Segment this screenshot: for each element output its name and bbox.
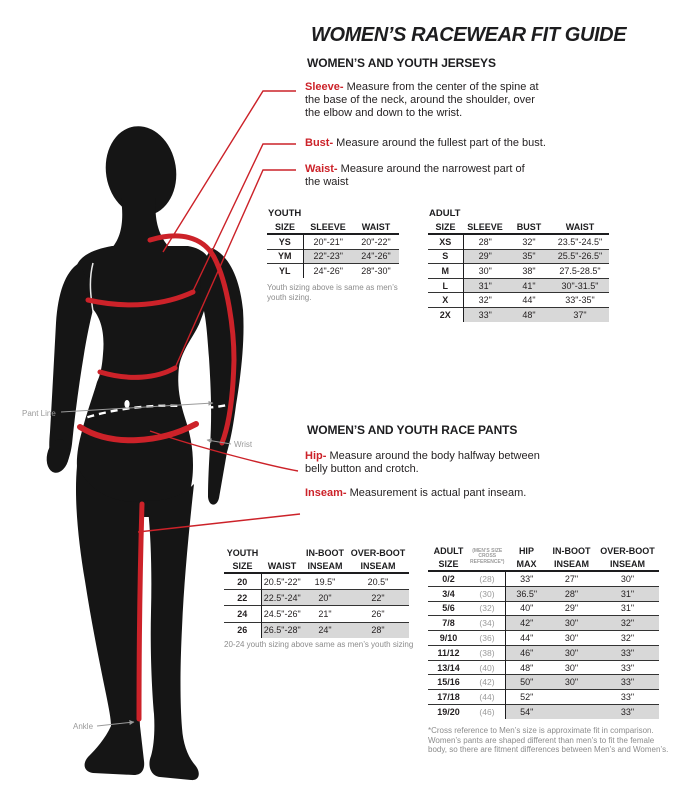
table-header-cell: SIZE bbox=[232, 560, 253, 571]
table-cell: 42" bbox=[505, 616, 547, 631]
table-cell: 24 bbox=[224, 606, 261, 622]
table-cell: (44) bbox=[469, 690, 505, 705]
table-cell: (38) bbox=[469, 645, 505, 660]
waist-measurement-text bbox=[305, 163, 525, 189]
table-cell: 29" bbox=[547, 601, 595, 616]
sleeve-desc: Measure from the center of the spine at the base of the neck, around the shoulder, over the elbow and down to the wrist. bbox=[305, 81, 539, 119]
table-cell: 28" bbox=[347, 622, 409, 638]
table-header-cell: INSEAM bbox=[553, 558, 589, 569]
adult-jersey-size-table bbox=[428, 206, 609, 322]
navel-dot bbox=[124, 400, 129, 408]
bust-desc: Measure around the fullest part of the bust. bbox=[336, 137, 546, 149]
table-cell: (34) bbox=[469, 616, 505, 631]
ankle-label: Ankle bbox=[73, 722, 94, 731]
table-header-cell: ADULT bbox=[433, 545, 464, 556]
table-header-cell: SIZE bbox=[438, 558, 459, 569]
page-title: WOMEN’S RACEWEAR FIT GUIDE bbox=[311, 24, 627, 46]
jerseys-section-heading: WOMEN’S AND YOUTH JERSEYS bbox=[307, 56, 496, 70]
table-cell: 38" bbox=[507, 264, 551, 279]
table-cell: 31" bbox=[595, 586, 659, 601]
table-cell: (36) bbox=[469, 631, 505, 646]
table-cell: 24.5"-26" bbox=[261, 606, 303, 622]
table-header-cell: SIZE bbox=[435, 221, 456, 232]
table-cell: (46) bbox=[469, 705, 505, 719]
table-cell: YS bbox=[267, 234, 303, 249]
table-row bbox=[428, 616, 659, 631]
youth-pants-note: 20-24 youth sizing above same as men’s youth sizing bbox=[224, 640, 414, 649]
table-cell: 48" bbox=[505, 660, 547, 675]
table-cell: 25.5"-26.5" bbox=[551, 249, 609, 264]
table-cell: 22"-23" bbox=[303, 249, 353, 264]
table-header-cell: WAIST bbox=[267, 560, 297, 571]
table-row bbox=[428, 631, 659, 646]
table-cell: 20.5"-22" bbox=[261, 573, 303, 590]
table-row bbox=[428, 278, 609, 293]
table-header-cell: OVER-BOOT bbox=[350, 547, 406, 558]
table-header-cell: HIP bbox=[518, 545, 534, 556]
table-cell: 28"-30" bbox=[353, 264, 399, 278]
table-cell: 24"-26" bbox=[353, 249, 399, 264]
table-cell: 24" bbox=[303, 622, 347, 638]
table-cell: 11/12 bbox=[428, 645, 469, 660]
table-row bbox=[428, 264, 609, 279]
youth-pants-size-table bbox=[224, 546, 409, 638]
table-cell: (30) bbox=[469, 586, 505, 601]
hip-desc: Measure around the body halfway between belly button and crotch. bbox=[305, 450, 540, 475]
table-header-cell: SLEEVE bbox=[467, 221, 503, 232]
table-cell: 30" bbox=[547, 675, 595, 690]
table-cell: 26" bbox=[347, 606, 409, 622]
bust-term: Bust- bbox=[305, 137, 334, 149]
table-cell: 22.5"-24" bbox=[261, 590, 303, 606]
table-cell: (40) bbox=[469, 660, 505, 675]
hip-term: Hip- bbox=[305, 450, 327, 462]
table-cell: 46" bbox=[505, 645, 547, 660]
table-cell: 31" bbox=[595, 601, 659, 616]
table-header-cell: INSEAM bbox=[360, 560, 396, 571]
table-row bbox=[428, 586, 659, 601]
table-cell: 20.5" bbox=[347, 573, 409, 590]
table-row bbox=[224, 606, 409, 622]
table-cell: 44" bbox=[505, 631, 547, 646]
table-cell: 32" bbox=[463, 293, 507, 308]
table-cell: YL bbox=[267, 264, 303, 278]
table-row bbox=[428, 293, 609, 308]
table-header-cell: WAIST bbox=[361, 221, 391, 232]
table-cell: 52" bbox=[505, 690, 547, 705]
table-cell: 33" bbox=[595, 675, 659, 690]
table-cell: S bbox=[428, 249, 463, 264]
table-cell: 54" bbox=[505, 705, 547, 719]
inseam-measurement-text bbox=[305, 487, 526, 500]
table-row bbox=[428, 571, 659, 586]
table-cell: 50" bbox=[505, 675, 547, 690]
table-cell: 35" bbox=[507, 249, 551, 264]
table-row bbox=[428, 601, 659, 616]
table-header-cell: MAX bbox=[516, 558, 537, 569]
table-header-cell: INSEAM bbox=[307, 560, 343, 571]
table-header-cell: YOUTH bbox=[226, 547, 259, 558]
table-cell: XS bbox=[428, 234, 463, 249]
table-header-cell: SLEEVE bbox=[310, 221, 346, 232]
table-cell: 33" bbox=[595, 690, 659, 705]
table-cell: 40" bbox=[505, 601, 547, 616]
table-cell: 13/14 bbox=[428, 660, 469, 675]
hip-measurement-text bbox=[305, 450, 540, 476]
table-cell: 19.5" bbox=[303, 573, 347, 590]
wrist-label: Wrist bbox=[234, 440, 253, 449]
table-cell: 30"-31.5" bbox=[551, 278, 609, 293]
right-arm-shape bbox=[200, 248, 244, 505]
table-cell: 31" bbox=[463, 278, 507, 293]
table-cell: 30" bbox=[463, 264, 507, 279]
table-cell: 17/18 bbox=[428, 690, 469, 705]
table-cell: 29" bbox=[463, 249, 507, 264]
pants-section-heading: WOMEN’S AND YOUTH RACE PANTS bbox=[307, 423, 518, 437]
table-header-cell: (MEN’S SIZE CROSS REFERENCE*) bbox=[470, 547, 505, 565]
table-row bbox=[267, 249, 399, 264]
inseam-term: Inseam- bbox=[305, 487, 347, 499]
table-cell: 5/6 bbox=[428, 601, 469, 616]
table-cell: 30" bbox=[547, 645, 595, 660]
table-header-cell: WAIST bbox=[565, 221, 595, 232]
table-row bbox=[428, 645, 659, 660]
sleeve-measurement-text bbox=[305, 81, 545, 120]
adult-pants-size-table bbox=[428, 544, 659, 719]
table-cell: 48" bbox=[507, 307, 551, 321]
table-cell: 44" bbox=[507, 293, 551, 308]
table-cell: 20"-21" bbox=[303, 234, 353, 249]
table-cell: 32" bbox=[595, 631, 659, 646]
table-cell: 26 bbox=[224, 622, 261, 638]
sleeve-term: Sleeve- bbox=[305, 81, 344, 93]
table-cell: 3/4 bbox=[428, 586, 469, 601]
table-header-cell bbox=[261, 546, 303, 559]
table-header-cell: BUST bbox=[516, 221, 542, 232]
table-header-cell: SIZE bbox=[274, 221, 295, 232]
table-cell: M bbox=[428, 264, 463, 279]
table-cell: 23.5"-24.5" bbox=[551, 234, 609, 249]
table-cell: 33" bbox=[595, 660, 659, 675]
table-cell: (42) bbox=[469, 675, 505, 690]
table-header-cell: YOUTH bbox=[268, 207, 302, 219]
youth-jersey-note: Youth sizing above is same as men’s youth sizing. bbox=[267, 283, 398, 302]
table-cell: 22 bbox=[224, 590, 261, 606]
table-row bbox=[267, 264, 399, 278]
table-cell: 24"-26" bbox=[303, 264, 353, 278]
table-cell bbox=[547, 690, 595, 705]
table-header-cell: IN-BOOT bbox=[552, 545, 591, 556]
table-header-cell: IN-BOOT bbox=[306, 547, 344, 558]
youth-jersey-size-table bbox=[267, 206, 399, 278]
table-cell: 7/8 bbox=[428, 616, 469, 631]
table-cell: L bbox=[428, 278, 463, 293]
table-cell: 28" bbox=[547, 586, 595, 601]
table-row bbox=[428, 307, 609, 321]
table-cell: 20"-22" bbox=[353, 234, 399, 249]
table-row bbox=[224, 622, 409, 638]
table-row bbox=[428, 705, 659, 719]
table-cell: 33" bbox=[463, 307, 507, 321]
table-row bbox=[428, 675, 659, 690]
table-cell: 30" bbox=[547, 616, 595, 631]
table-cell: X bbox=[428, 293, 463, 308]
table-cell: 15/16 bbox=[428, 675, 469, 690]
table-cell: 20" bbox=[303, 590, 347, 606]
table-cell: 41" bbox=[507, 278, 551, 293]
table-cell: (28) bbox=[469, 571, 505, 586]
table-cell: 36.5" bbox=[505, 586, 547, 601]
table-cell: 22" bbox=[347, 590, 409, 606]
table-row bbox=[224, 573, 409, 590]
table-cell: 33" bbox=[595, 705, 659, 719]
torso-shape bbox=[75, 246, 212, 517]
table-cell: 27" bbox=[547, 571, 595, 586]
table-cell: 32" bbox=[595, 616, 659, 631]
table-header-cell: INSEAM bbox=[609, 558, 645, 569]
table-cell: 33" bbox=[505, 571, 547, 586]
bust-measurement-text bbox=[305, 137, 546, 150]
table-cell: 28" bbox=[463, 234, 507, 249]
table-row bbox=[428, 660, 659, 675]
table-cell: 0/2 bbox=[428, 571, 469, 586]
table-row bbox=[224, 590, 409, 606]
table-cell: 9/10 bbox=[428, 631, 469, 646]
table-cell: 30" bbox=[595, 571, 659, 586]
table-cell: 2X bbox=[428, 307, 463, 321]
table-header-cell: ADULT bbox=[429, 207, 461, 219]
table-cell: YM bbox=[267, 249, 303, 264]
table-cell bbox=[547, 705, 595, 719]
table-cell: 30" bbox=[547, 660, 595, 675]
table-cell: 33" bbox=[595, 645, 659, 660]
pant-line-label: Pant Line bbox=[22, 409, 56, 418]
waist-term: Waist- bbox=[305, 163, 338, 175]
table-cell: 26.5"-28" bbox=[261, 622, 303, 638]
table-cell: 33"-35" bbox=[551, 293, 609, 308]
table-cell: 20 bbox=[224, 573, 261, 590]
table-row bbox=[428, 249, 609, 264]
table-row bbox=[428, 690, 659, 705]
inseam-desc: Measurement is actual pant inseam. bbox=[349, 487, 527, 499]
table-header-cell: OVER-BOOT bbox=[600, 545, 655, 556]
table-cell: 37" bbox=[551, 307, 609, 321]
table-row bbox=[267, 234, 399, 249]
table-cell: 32" bbox=[507, 234, 551, 249]
waist-desc: Measure around the narrowest part of the waist bbox=[305, 163, 525, 188]
inseam-measure-line bbox=[139, 504, 142, 719]
adult-pants-footnote: *Cross reference to Men’s size is approximate fit in comparison. Women’s pants are shaped different than men’s to fit the female body, so there are fitment differences between Men’s and Women’s. bbox=[428, 726, 669, 754]
table-row bbox=[428, 234, 609, 249]
table-cell: 21" bbox=[303, 606, 347, 622]
table-cell: (32) bbox=[469, 601, 505, 616]
table-cell: 19/20 bbox=[428, 705, 469, 719]
table-cell: 30" bbox=[547, 631, 595, 646]
table-cell: 27.5-28.5" bbox=[551, 264, 609, 279]
